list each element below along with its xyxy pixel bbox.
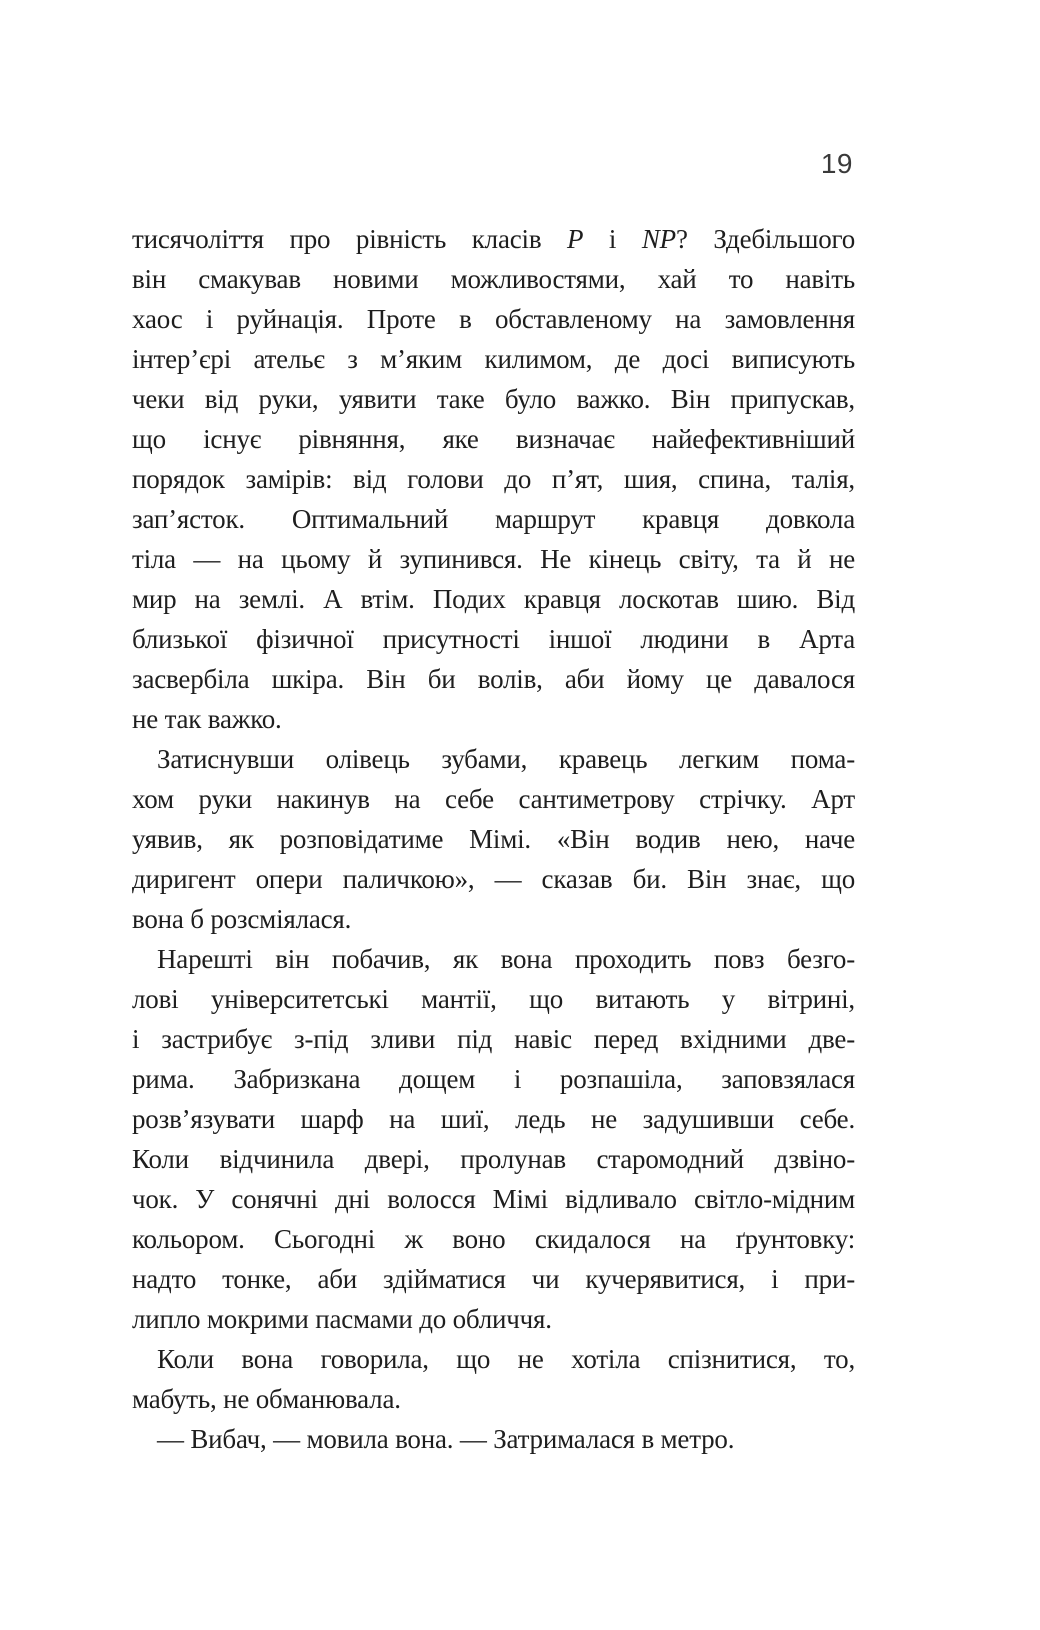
- text-line: розв’язувати шарф на шиї, ледь не задушивши себе.: [132, 1104, 855, 1134]
- text-line: і застрибує з-під зливи під навіс перед вхідними две-: [132, 1024, 855, 1054]
- text-line: — Вибач, — мовила вона. — Затрималася в метро.: [157, 1424, 735, 1454]
- text-line: липло мокрими пасмами до обличчя.: [132, 1304, 552, 1334]
- text-line: не так важко.: [132, 704, 282, 734]
- paragraph: [132, 1339, 855, 1419]
- text-line: уявив, як розповідатиме Мімі. «Він водив нею, наче: [132, 824, 855, 854]
- text-line: мабуть, не обманювала.: [132, 1384, 401, 1414]
- text-line: чеки від руки, уявити таке було важко. Він припускав,: [132, 384, 855, 414]
- text-line: порядок замірів: від голови до п’ят, шия, спина, талія,: [132, 464, 855, 494]
- text-line: надто тонке, аби здійматися чи кучерявитися, і при-: [132, 1264, 855, 1294]
- text-line: Коли вона говорила, що не хотіла спізнитися, то,: [157, 1344, 855, 1374]
- text-line: зап’ясток. Оптимальний маршрут кравця довкола: [132, 504, 855, 534]
- text-line: лові університетські мантії, що витають у вітрині,: [132, 984, 855, 1014]
- page-number: 19: [820, 148, 853, 179]
- text-line: Затиснувши олівець зубами, кравець легким пома-: [157, 744, 855, 774]
- text-line: тіла — на цьому й зупинився. Не кінець світу, та й не: [132, 544, 855, 574]
- text-line: хом руки накинув на себе сантиметрову стрічку. Арт: [132, 784, 855, 814]
- text-line: інтер’єрі ательє з м’яким килимом, де досі виписують: [132, 344, 855, 374]
- text-line: мир на землі. А втім. Подих кравця лоскотав шию. Від: [132, 584, 855, 614]
- text-line: Коли відчинила двері, пролунав старомодний дзвіно-: [132, 1144, 855, 1174]
- text-line: чок. У сонячні дні волосся Мімі відливало світло-мідним: [132, 1184, 855, 1214]
- paragraph: [132, 739, 855, 939]
- text-line: тисячоліття про рівність класів P і NP? Здебільшого: [132, 224, 855, 254]
- text-line: що існує рівняння, яке визначає найефективніший: [132, 424, 855, 454]
- text-line: близької фізичної присутності іншої людини в Арта: [132, 624, 855, 654]
- text-line: хаос і руйнація. Проте в обставленому на замовлення: [132, 304, 855, 334]
- text-line: вона б розсміялася.: [132, 904, 352, 934]
- page-body: [132, 219, 855, 1459]
- text-line: рима. Забризкана дощем і розпашіла, заповзялася: [132, 1064, 855, 1094]
- text-line: він смакував новими можливостями, хай то навіть: [132, 264, 855, 294]
- text-line: диригент опери паличкою», — сказав би. Він знає, що: [132, 864, 855, 894]
- paragraph: [132, 939, 855, 1339]
- text-line: Нарешті він побачив, як вона проходить повз безго-: [157, 944, 855, 974]
- text-line: кольором. Сьогодні ж воно скидалося на ґрунтовку:: [132, 1224, 855, 1254]
- paragraph: [132, 219, 855, 739]
- text-line: засвербіла шкіра. Він би волів, аби йому це давалося: [132, 664, 855, 694]
- paragraph: [132, 1419, 855, 1459]
